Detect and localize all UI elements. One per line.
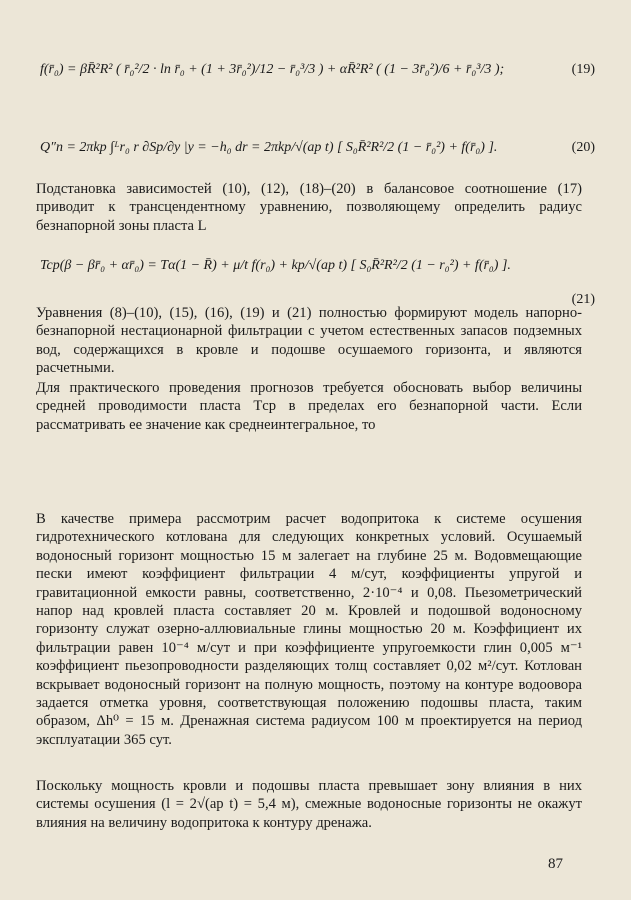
equation-20-body: Q″п = 2πkp ∫ᴸr₀ r ∂Sp/∂y |y = −h₀ dr = 2πkp/√(ap t) [ S₀R̄²R²/2 (1 − r̄₀²) + f(r̄₀) ].: [40, 140, 498, 155]
paragraph-equations-model: Уравнения (8)–(10), (15), (16), (19) и (21) полностью формируют модель напорно-безнапорной нестационарной фильтрации с учетом естественных запасов подземных вод, содержащихся в кровле и подошве осушаемого горизонта, и являются расчетными.: [36, 305, 582, 377]
equation-19-number: (19): [571, 62, 595, 77]
equation-21-body: Tcp(β − βr̄₀ + αr̄₀) = Tα(1 − R̄) + μ/t f(r₀) + kp/√(ap t) [ S₀R̄²R²/2 (1 − r₀²) + f(r̄₀) ].: [40, 258, 511, 273]
equation-20: [40, 140, 595, 156]
equation-21: [40, 258, 595, 274]
equation-21-number: (21): [571, 292, 595, 307]
paragraph-average-conductivity: Для практического проведения прогнозов требуется обосновать выбор величины средней проводимости пласта Tср в пределах его безнапорной части. Если рассматривать ее значение как среднеинтегральное, то: [36, 380, 582, 433]
paragraph-influence-zone: Поскольку мощность кровли и подошвы пласта превышает зону влияния в них системы осушения (l = 2√(ap t) = 5,4 м), смежные водоносные горизонты не окажут влияния на величину водопритока к контуру дренажа.: [36, 778, 582, 831]
equation-20-number: (20): [571, 140, 595, 155]
paragraph-example: В качестве примера рассмотрим расчет водопритока к системе осушения гидротехнического котлована для следующих конкретных условий. Осушаемый водоносный горизонт мощностью 15 м залегает на глубине 25 м. Водовмещающие пески имеют коэффициент фильтрации 4 м/сут, коэффициенты упругой и гравитационной емкости равны, соответственно, 2·10⁻⁴ и 0,08. Пьезометрический напор над кровлей пласта составляет 20 м. Кровлей и подошвой водоносному горизонту служат озерно-аллювиальные глины мощностью 20 м. Коэффициент их фильтрации равен 10⁻⁴ м/сут и при коэффициенте упругоемкости глин 0,005 м⁻¹ коэффициент пьезопроводности разделяющих толщ составляет 0,02 м²/сут. Котлован вскрывает водоносный горизонт на полную мощность, поэтому на контуре водоовора задается отметка уровня, соответствующая положению подошвы пласта, таким образом, Δh⁰ = 15 м. Дренажная система радиусом 100 м проектируется на период эксплуатации 365 сут.: [36, 511, 582, 748]
equation-19-body: f(r̄₀) = βR̄²R² ( r̄₀²/2 · ln r̄₀ + (1 + 3r̄₀²)/12 − r̄₀³/3 ) + αR̄²R² ( (1 − 3r̄₀²)/6 + r̄₀³/3 );: [40, 62, 505, 77]
equation-19: [40, 62, 595, 78]
paragraph-substitution: Подстановка зависимостей (10), (12), (18)–(20) в балансовое соотношение (17) приводит к трансцендентному уравнению, позволяющему определить радиус безнапорной зоны пласта L: [36, 181, 582, 234]
page-number: 87: [548, 856, 563, 872]
